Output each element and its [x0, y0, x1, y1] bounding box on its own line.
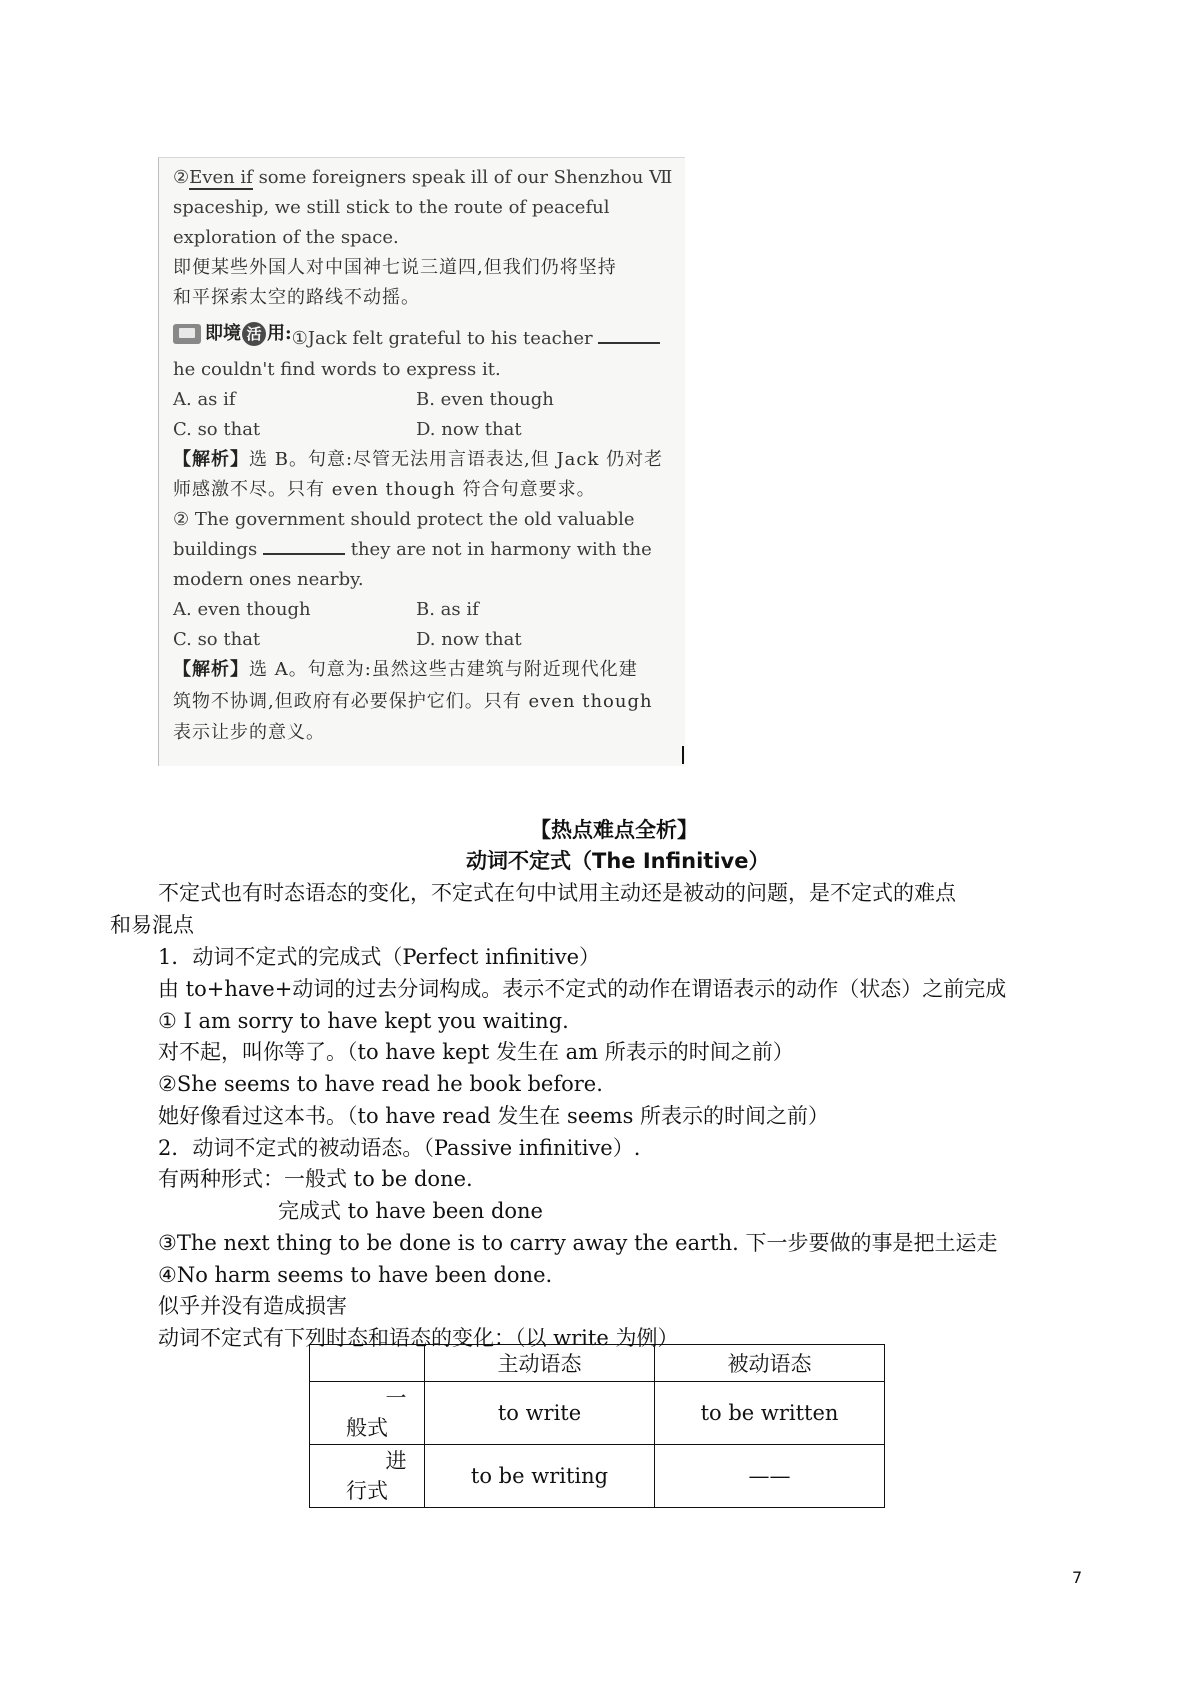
- page-number: 7: [1072, 1568, 1083, 1587]
- example-4-english: ④No harm seems to have been done.: [158, 1263, 553, 1287]
- q2-explanation-2: 筑物不协调,但政府有必要保护它们。只有 even though: [173, 691, 653, 712]
- q2-stem-3: modern ones nearby.: [173, 569, 364, 590]
- example-1-chinese: 对不起，叫你等了。（to have kept 发生在 am 所表示的时间之前）: [158, 1040, 794, 1064]
- example-2-chinese: 她好像看过这本书。（to have read 发生在 seems 所表示的时间之前）: [158, 1104, 830, 1128]
- table-header-cell: [310, 1345, 425, 1382]
- answer-blank: [263, 539, 345, 555]
- scanned-excerpt: [158, 157, 685, 766]
- scan-line-4: 即便某些外国人对中国神七说三道四,但我们仍将坚持: [173, 257, 617, 278]
- q1-options-cd: C. so that D. now that: [173, 419, 522, 440]
- table-row: [310, 1382, 885, 1445]
- q1-explanation-2: 师感激不尽。只有 even though 符合句意要求。: [173, 479, 596, 500]
- topic-title: 动词不定式（The Infinitive）: [466, 849, 770, 873]
- example-3: ③The next thing to be done is to carry away the earth. 下一步要做的事是把土运走: [158, 1231, 998, 1255]
- q2-stem-1: ② The government should protect the old valuable: [173, 509, 635, 530]
- table-header-row: [310, 1345, 885, 1382]
- text-cursor-mark: [682, 746, 684, 764]
- q2-options-ab: A. even though B. as if: [173, 599, 479, 620]
- example-1-english: ① I am sorry to have kept you waiting.: [158, 1009, 569, 1033]
- scan-line-1: ②Even if some foreigners speak ill of our Shenzhou Ⅶ: [173, 167, 673, 188]
- q2-stem-2: buildings they are not in harmony with the: [173, 539, 652, 560]
- answer-blank: [598, 328, 660, 344]
- scan-line-2: spaceship, we still stick to the route of peaceful: [173, 197, 610, 218]
- intro-line-2: 和易混点: [110, 913, 194, 937]
- example-4-chinese: 似乎并没有造成损害: [158, 1294, 347, 1318]
- table-intro: 动词不定式有下列时态和语态的变化：（以 write 为例）: [158, 1326, 679, 1350]
- table-row-label: 进 行式: [310, 1445, 425, 1508]
- q2-explanation-3: 表示让步的意义。: [173, 722, 325, 743]
- table-cell-passive: to be written: [655, 1382, 885, 1445]
- q1-options-ab: A. as if B. even though: [173, 389, 554, 410]
- table-cell-passive: ——: [655, 1445, 885, 1508]
- book-icon: [173, 324, 201, 344]
- scan-line-3: exploration of the space.: [173, 227, 399, 248]
- q1-stem-2: he couldn't find words to express it.: [173, 359, 501, 380]
- section-title: 【热点难点全析】: [530, 818, 698, 842]
- table-cell-active: to be writing: [425, 1445, 655, 1508]
- q2-options-cd: C. so that D. now that: [173, 629, 522, 650]
- table-row: [310, 1445, 885, 1508]
- practice-line: 即境 活 用: ①Jack felt grateful to his teacher: [173, 322, 660, 351]
- table-row-label: 一 般式: [310, 1382, 425, 1445]
- q1-explanation-1: 【解析】选 B。句意:尽管无法用言语表达,但 Jack 仍对老: [173, 449, 664, 470]
- intro-line-1: 不定式也有时态语态的变化，不定式在句中试用主动还是被动的问题，是不定式的难点: [158, 881, 956, 905]
- scan-line-5: 和平探索太空的路线不动摇。: [173, 287, 420, 308]
- point-1-description: 由 to+have+动词的过去分词构成。表示不定式的动作在谓语表示的动作（状态）之前完成: [158, 977, 1007, 1001]
- point-1-heading: 1．动词不定式的完成式（Perfect infinitive）: [158, 945, 601, 969]
- practice-label: 即境 活 用:: [173, 322, 292, 346]
- q2-explanation-1: 【解析】选 A。句意为:虽然这些古建筑与附近现代化建: [173, 659, 638, 680]
- table-header-cell: 被动语态: [655, 1345, 885, 1382]
- example-2-english: ②She seems to have read he book before.: [158, 1072, 603, 1096]
- table-cell-active: to write: [425, 1382, 655, 1445]
- infinitive-forms-table: [309, 1344, 885, 1508]
- point-2-forms-2: 完成式 to have been done: [278, 1199, 543, 1223]
- table-header-cell: 主动语态: [425, 1345, 655, 1382]
- point-2-forms-1: 有两种形式：一般式 to be done.: [158, 1167, 473, 1191]
- point-2-heading: 2．动词不定式的被动语态。（Passive infinitive）.: [158, 1136, 641, 1160]
